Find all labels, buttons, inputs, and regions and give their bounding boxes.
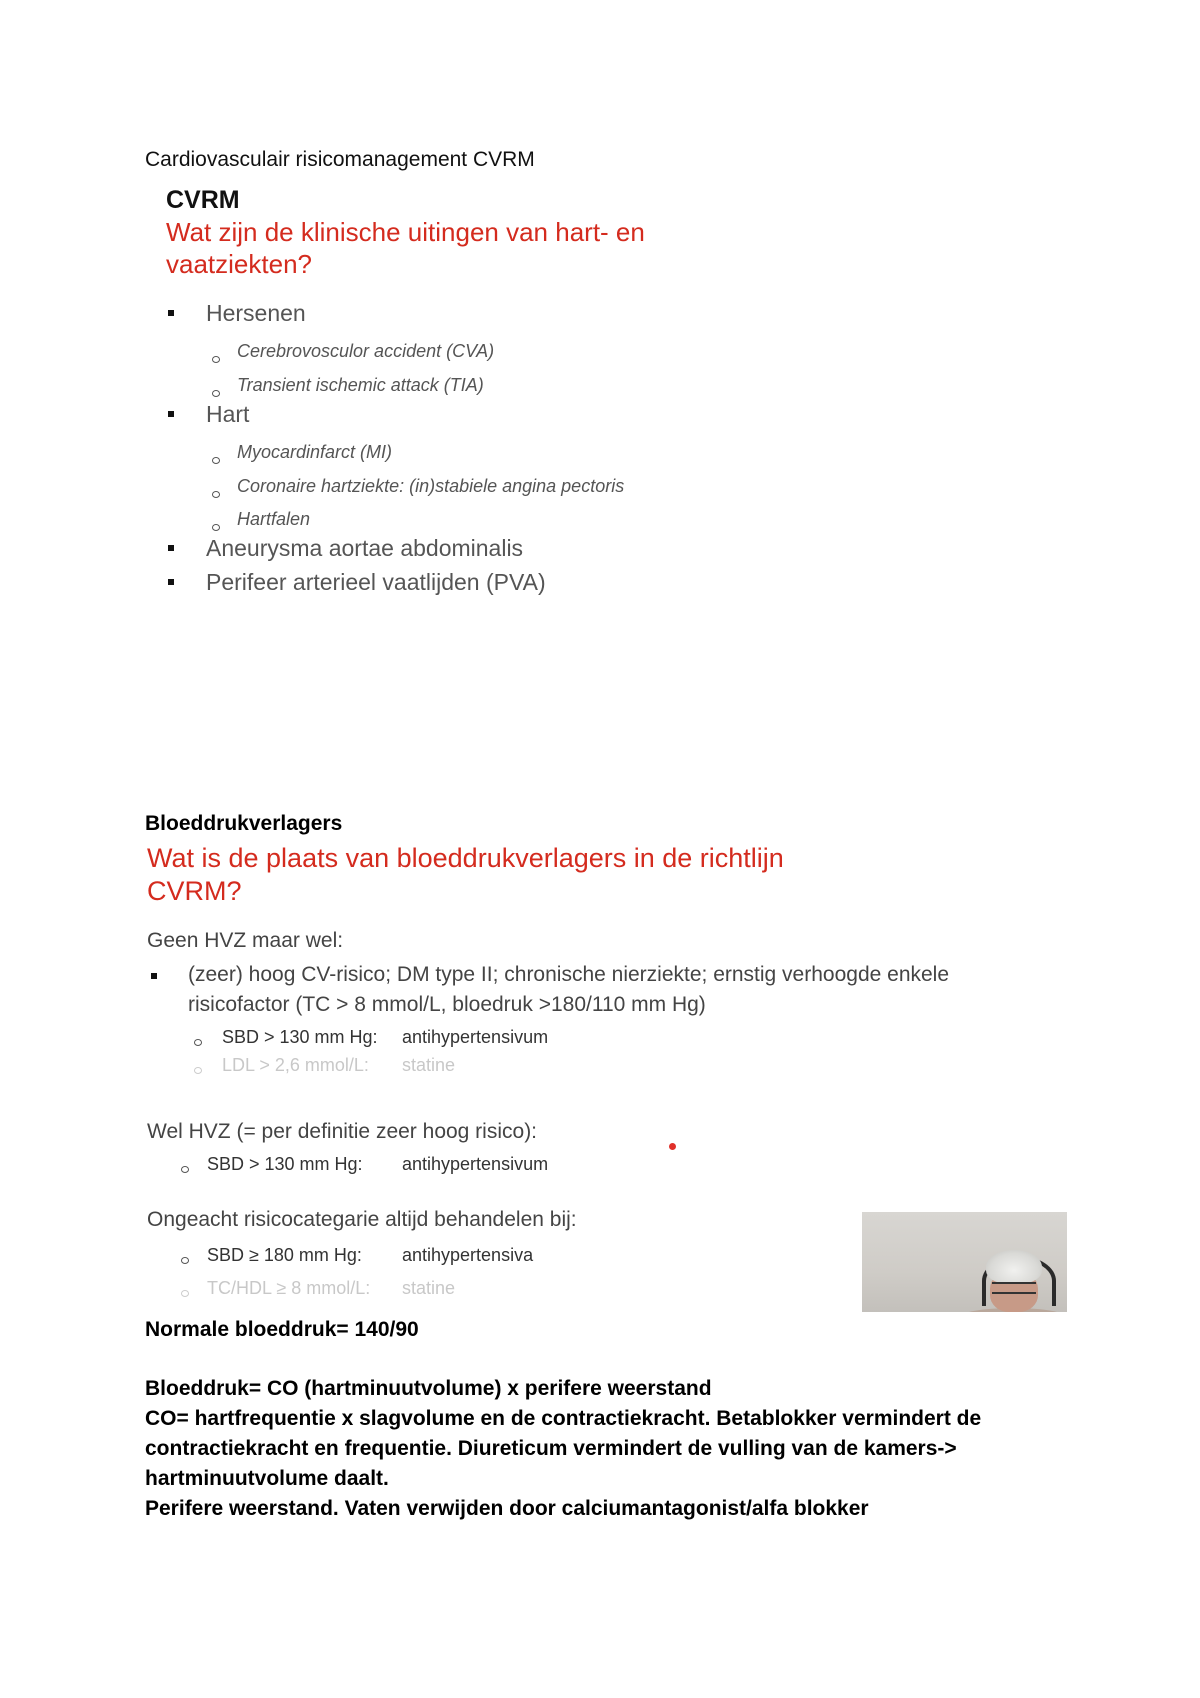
treatment: antihypertensivum (402, 1154, 549, 1174)
laser-pointer-dot (669, 1143, 676, 1150)
circle-bullet-icon (194, 1039, 202, 1046)
circle-bullet-icon (181, 1166, 189, 1173)
circle-bullet-icon (194, 1067, 202, 1074)
condition-sbd: SBD > 130 mm Hg: (222, 1027, 378, 1047)
circle-bullet-icon (181, 1257, 189, 1264)
wel-hvz-label: Wel HVZ (= per definitie zeer hoog risico): (147, 1120, 538, 1143)
circle-bullet-icon (212, 524, 220, 531)
sub-item: Myocardinfarct (MI) (237, 442, 393, 462)
risk-bullet-line1: (zeer) hoog CV-risico; DM type II; chronische nierziekte; ernstig verhoogde enkele (188, 963, 950, 986)
condition-ldl: LDL > 2,6 mmol/L: (222, 1055, 369, 1075)
webcam-image (862, 1212, 1067, 1312)
geen-hvz-label: Geen HVZ maar wel: (147, 929, 344, 952)
list-item-hart: Hart (206, 401, 250, 427)
treatment: antihypertensivum (402, 1027, 549, 1047)
slide-question-line1: Wat zijn de klinische uitingen van hart- en (166, 217, 645, 247)
square-bullet-icon (168, 310, 174, 316)
note-line: contractiekracht en frequentie. Diureticum vermindert de vulling van de kamers-> (145, 1437, 957, 1460)
slide-question-line2: vaatziekten? (166, 249, 312, 279)
sub-item: Transient ischemic attack (TIA) (237, 375, 484, 395)
sub-item: Cerebrovosculor accident (CVA) (237, 341, 495, 361)
square-bullet-icon (168, 411, 174, 417)
normal-bp-note: Normale bloeddruk= 140/90 (145, 1318, 419, 1341)
risk-bullet-line2: risicofactor (TC > 8 mmol/L, bloedruk >180/110 mm Hg) (188, 993, 706, 1016)
sub-item: Hartfalen (237, 509, 311, 529)
section-heading-bloeddrukverlagers: Bloeddrukverlagers (145, 812, 343, 835)
circle-bullet-icon (181, 1290, 189, 1297)
treatment: statine (402, 1278, 456, 1298)
slide-title: CVRM (166, 186, 240, 214)
square-bullet-icon (151, 973, 157, 979)
list-item-hersenen: Hersenen (206, 300, 306, 326)
note-line: Bloeddruk= CO (hartminuutvolume) x perifere weerstand (145, 1377, 712, 1400)
note-line: Perifere weerstand. Vaten verwijden door calciumantagonist/alfa blokker (145, 1497, 869, 1520)
note-line: hartminuutvolume daalt. (145, 1467, 389, 1490)
note-line: CO= hartfrequentie x slagvolume en de contractiekracht. Betablokker vermindert de (145, 1407, 982, 1430)
ongeacht-label: Ongeacht risicocategarie altijd behandelen bij: (147, 1208, 577, 1231)
treatment: antihypertensiva (402, 1245, 534, 1265)
circle-bullet-icon (212, 457, 220, 464)
condition-sbd: SBD > 130 mm Hg: (207, 1154, 363, 1174)
list-item-pva: Perifeer arterieel vaatlijden (PVA) (206, 569, 546, 595)
treatment: statine (402, 1055, 456, 1075)
square-bullet-icon (168, 579, 174, 585)
circle-bullet-icon (212, 356, 220, 363)
condition-tc-hdl: TC/HDL ≥ 8 mmol/L: (207, 1278, 371, 1298)
circle-bullet-icon (212, 491, 220, 498)
condition-sbd: SBD ≥ 180 mm Hg: (207, 1245, 362, 1265)
circle-bullet-icon (212, 390, 220, 397)
slide-question2-line2: CVRM? (147, 876, 242, 906)
sub-item: Coronaire hartziekte: (in)stabiele angina pectoris (237, 476, 625, 496)
slide-question2-line1: Wat is de plaats van bloeddrukverlagers in de richtlijn (147, 843, 784, 873)
square-bullet-icon (168, 545, 174, 551)
list-item-aneurysma: Aneurysma aortae abdominalis (206, 535, 524, 561)
section-heading-cvrm: Cardiovasculair risicomanagement CVRM (145, 148, 535, 171)
